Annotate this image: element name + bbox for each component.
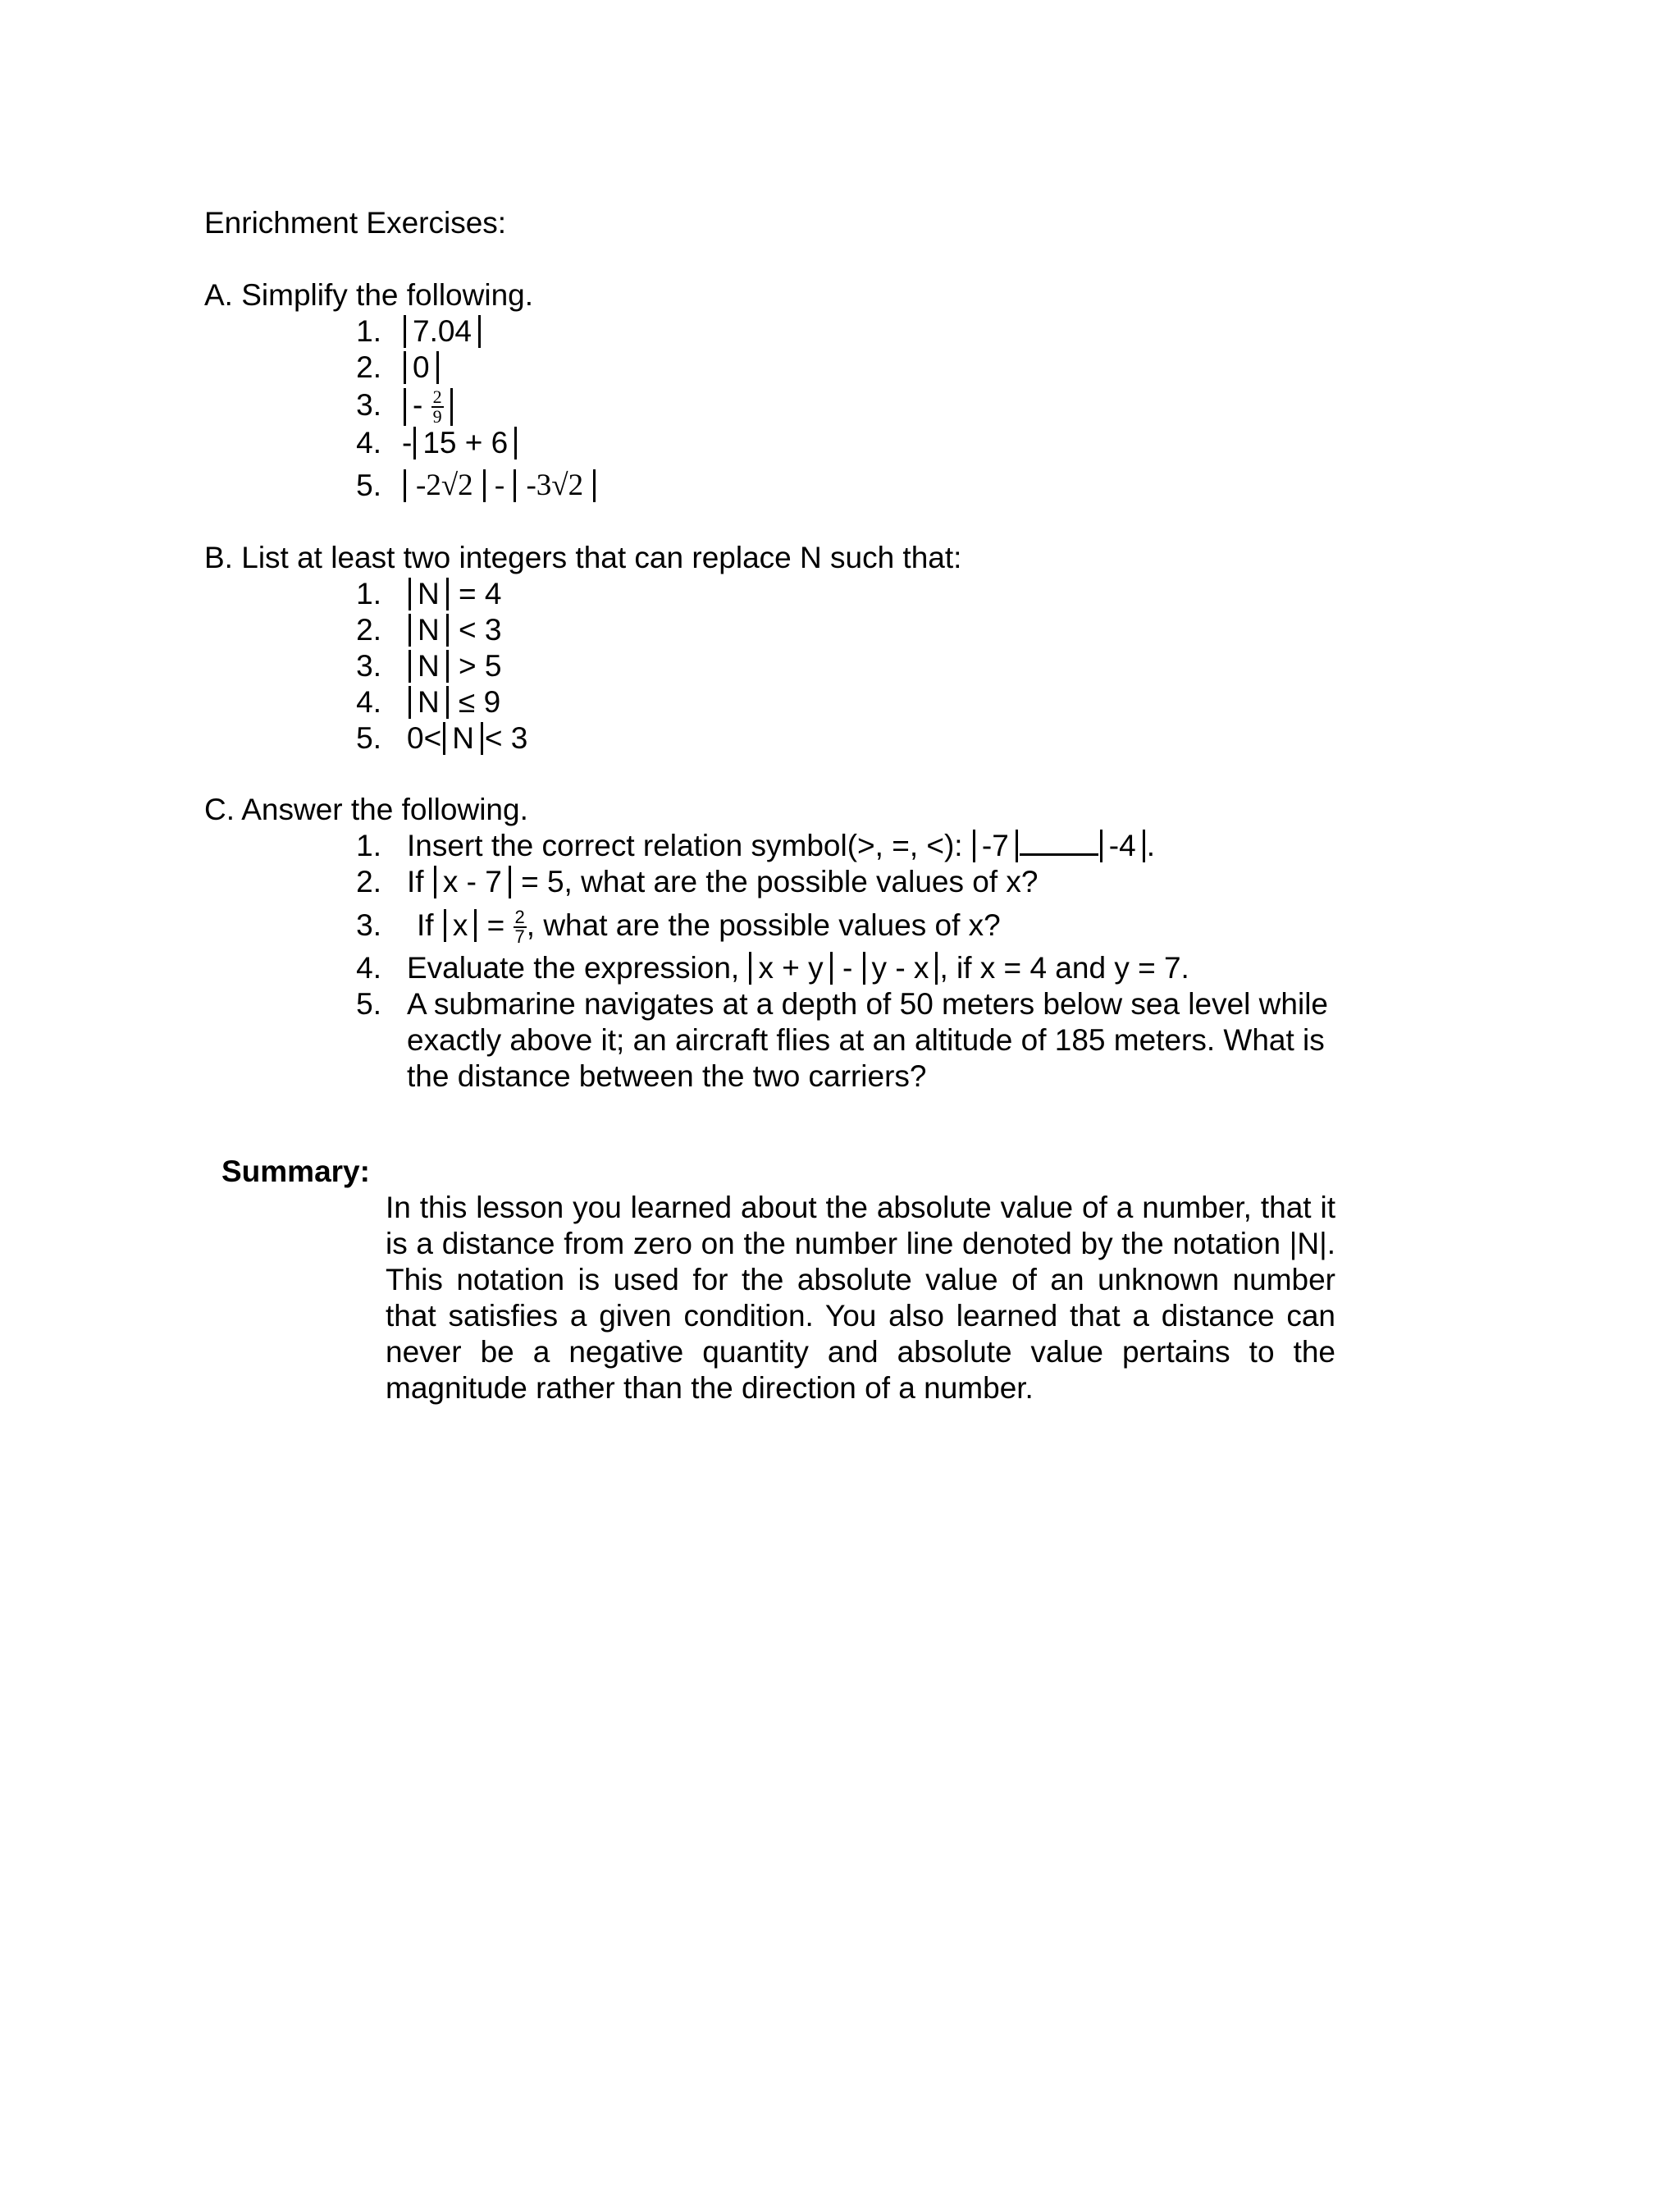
a-item-4-number: 4. bbox=[356, 426, 381, 459]
a-item-3-expression bbox=[402, 387, 454, 426]
absolute-value: -3√2 bbox=[514, 469, 596, 502]
b-item-1-expression bbox=[407, 576, 501, 612]
summary-title: Summary: bbox=[221, 1154, 370, 1188]
c-item-4-number: 4. bbox=[356, 951, 381, 985]
section-b-title: B. List at least two integers that can replace N such that: bbox=[204, 541, 962, 574]
a-item-3-number: 3. bbox=[356, 388, 381, 422]
question-prefix: If bbox=[417, 908, 434, 942]
c-item-5-text: A submarine navigates at a depth of 50 meters below sea level while exactly above it; an aircraft flies at an altitude of 185 meters. What is the distance between the two carriers? bbox=[407, 987, 1328, 1093]
a-item-5-expression bbox=[402, 468, 597, 504]
absolute-value: N bbox=[409, 614, 449, 647]
minus-sign: - bbox=[413, 388, 423, 422]
c-item-4-text bbox=[407, 950, 1189, 986]
question-text: , what are the possible values of x? bbox=[526, 908, 1001, 942]
c-item-1-text bbox=[407, 828, 1155, 864]
minus-sign: - bbox=[842, 951, 853, 985]
a-item-1-number: 1. bbox=[356, 314, 381, 348]
relation: < 3 bbox=[484, 721, 528, 755]
absolute-value: y - x bbox=[863, 952, 938, 985]
c-item-2-number: 2. bbox=[356, 865, 381, 898]
c-item-3-text bbox=[417, 908, 1001, 946]
fraction bbox=[514, 908, 527, 946]
a-item-4-expression bbox=[402, 425, 518, 461]
absolute-value: x bbox=[444, 909, 477, 942]
fraction bbox=[431, 388, 444, 426]
b-item-2-number: 2. bbox=[356, 613, 381, 647]
equals-sign: = bbox=[486, 908, 505, 942]
absolute-value: 0 bbox=[404, 351, 439, 384]
absolute-value: x + y bbox=[749, 952, 832, 985]
relation: ≤ 9 bbox=[459, 685, 501, 719]
lower-bound: 0< bbox=[407, 721, 442, 755]
absolute-value: N bbox=[409, 686, 449, 719]
heading: Enrichment Exercises: bbox=[204, 206, 507, 240]
minus-sign: - bbox=[494, 469, 505, 502]
question-prefix: If bbox=[407, 865, 424, 898]
absolute-value: x - 7 bbox=[434, 866, 511, 898]
relation: > 5 bbox=[459, 649, 502, 683]
a-item-2-number: 2. bbox=[356, 350, 381, 384]
answer-blank[interactable] bbox=[1020, 829, 1098, 856]
negation-sign: - bbox=[402, 426, 413, 459]
c-item-3-number: 3. bbox=[356, 908, 381, 942]
relation: = 4 bbox=[459, 577, 502, 610]
question-prefix: Evaluate the expression, bbox=[407, 951, 740, 985]
b-item-4-expression bbox=[407, 684, 500, 720]
question-text: , if x = 4 and y = 7. bbox=[939, 951, 1189, 985]
question-text: Insert the correct relation symbol(>, =, <): bbox=[407, 829, 963, 862]
fraction-numerator: 2 bbox=[514, 907, 525, 928]
summary-text: In this lesson you learned about the absolute value of a number, that it is a distance from zero on the number line denoted by the notation |N|. This notation is used for the absolute value of an unknown number that satisfies a given condition. You also learned that a distance can never be a negative quantity and absolute value pertains to the magnitude rather than the direction of a number. bbox=[386, 1191, 1335, 1405]
absolute-value: -4 bbox=[1100, 830, 1145, 862]
section-a-title: A. Simplify the following. bbox=[204, 278, 534, 312]
relation: < 3 bbox=[459, 613, 502, 647]
absolute-value: N bbox=[443, 722, 483, 755]
b-item-3-expression bbox=[407, 648, 501, 684]
c-item-2-text bbox=[407, 864, 1039, 900]
a-item-1-expression bbox=[402, 313, 482, 350]
b-item-2-expression bbox=[407, 612, 501, 648]
fraction-denominator: 7 bbox=[514, 926, 525, 948]
absolute-value: N bbox=[409, 650, 449, 683]
absolute-value: N bbox=[409, 578, 449, 610]
absolute-value: -7 bbox=[973, 830, 1018, 862]
absolute-value: -2√2 bbox=[404, 469, 486, 502]
b-item-3-number: 3. bbox=[356, 649, 381, 683]
fraction-denominator: 9 bbox=[432, 406, 442, 427]
a-item-5-number: 5. bbox=[356, 469, 381, 502]
period: . bbox=[1146, 829, 1155, 862]
question-text: = 5, what are the possible values of x? bbox=[521, 865, 1039, 898]
absolute-value: 15 + 6 bbox=[413, 427, 517, 459]
c-item-1-number: 1. bbox=[356, 829, 381, 862]
absolute-value bbox=[404, 388, 453, 426]
b-item-1-number: 1. bbox=[356, 577, 381, 610]
b-item-5-number: 5. bbox=[356, 721, 381, 755]
section-c-title: C. Answer the following. bbox=[204, 793, 528, 826]
b-item-4-number: 4. bbox=[356, 685, 381, 719]
c-item-5-number: 5. bbox=[356, 987, 381, 1021]
fraction-numerator: 2 bbox=[432, 386, 442, 408]
absolute-value: 7.04 bbox=[404, 315, 481, 348]
a-item-2-expression bbox=[402, 350, 441, 386]
b-item-5-expression bbox=[407, 720, 527, 757]
